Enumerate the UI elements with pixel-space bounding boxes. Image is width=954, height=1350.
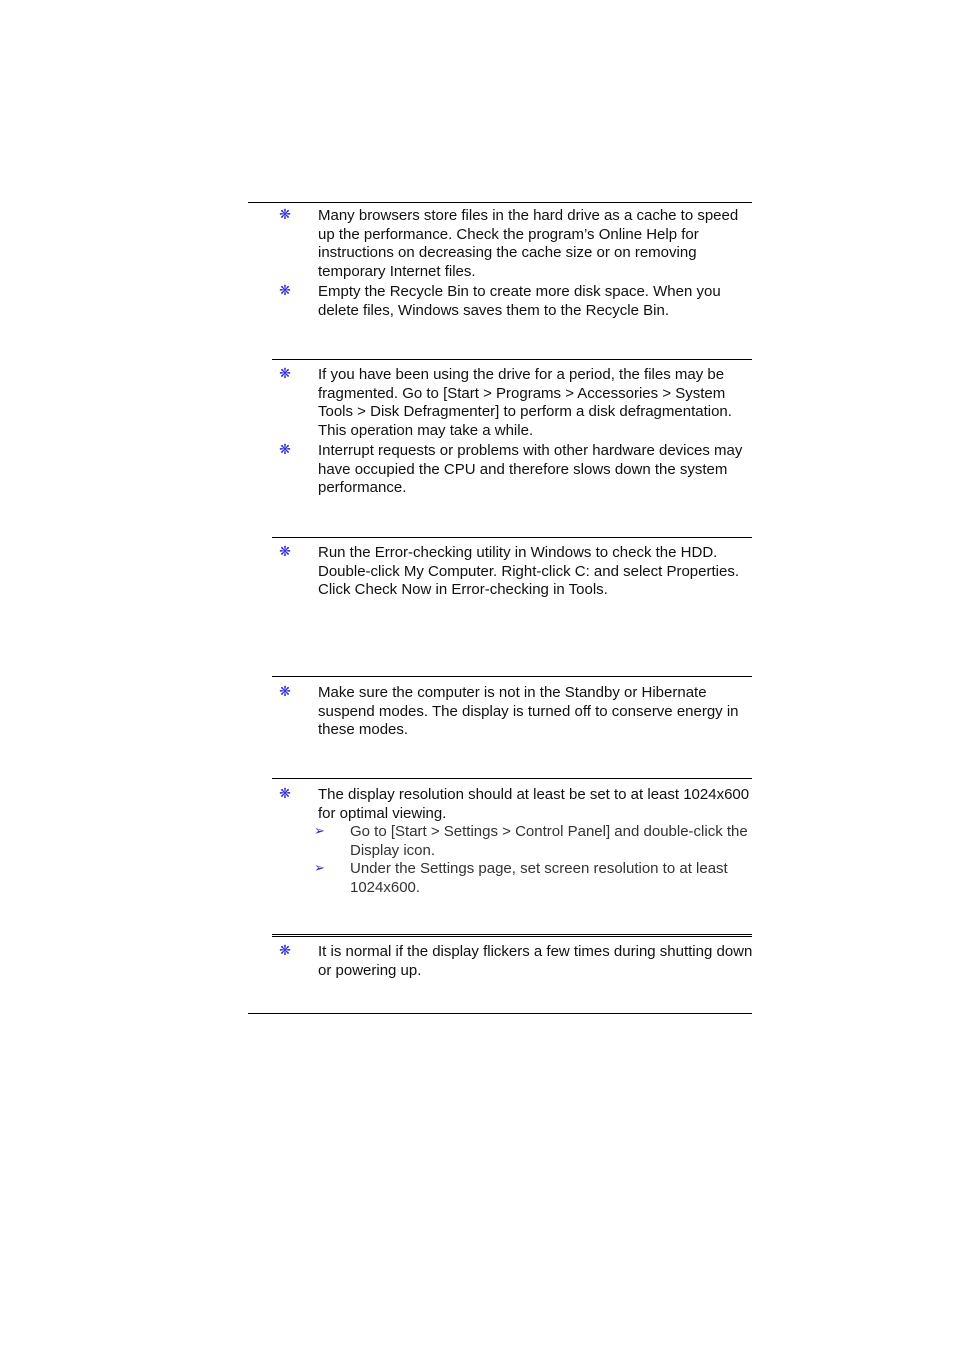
- section-divider: [272, 537, 752, 538]
- item-text: Many browsers store files in the hard drive as a cache to speed up the performance. Check the program’s Online Help for instructions on decreasing the cache size or on removing temporary Internet files.: [318, 207, 739, 280]
- item-text: It is normal if the display flickers a few times during shutting down or powering up.: [318, 943, 753, 979]
- section-divider-double: [272, 934, 752, 937]
- asterisk-flower-icon: ❋: [279, 283, 291, 299]
- item-text: Make sure the computer is not in the Standby or Hibernate suspend modes. The display is turned off to conserve energy in these modes.: [318, 684, 739, 738]
- item-text: Run the Error-checking utility in Windows to check the HDD. Double-click My Computer. Right-click C: and select Properties. Click Check Now in Error-checking in Tools.: [318, 544, 739, 598]
- list-item: [278, 684, 754, 740]
- list-item: [278, 786, 754, 823]
- sub-item-text: Go to [Start > Settings > Control Panel] and double-click the Display icon.: [350, 823, 748, 859]
- list-item: [278, 207, 754, 281]
- section-3: [278, 544, 754, 600]
- item-text: The display resolution should at least be set to at least 1024x600 for optimal viewing.: [318, 786, 750, 822]
- sub-list-item: [278, 823, 754, 860]
- bottom-rule: [248, 1013, 752, 1014]
- asterisk-flower-icon: ❋: [279, 684, 291, 700]
- section-divider: [272, 359, 752, 360]
- top-rule: [248, 202, 752, 203]
- sub-item-text: Under the Settings page, set screen resolution to at least 1024x600.: [350, 860, 728, 896]
- section-divider: [272, 778, 752, 779]
- asterisk-flower-icon: ❋: [279, 943, 291, 959]
- list-item: [278, 544, 754, 600]
- asterisk-flower-icon: ❋: [279, 544, 291, 560]
- section-1: [278, 207, 754, 320]
- list-item: [278, 943, 754, 980]
- asterisk-flower-icon: ❋: [279, 786, 291, 802]
- section-divider: [272, 676, 752, 677]
- section-2: [278, 366, 754, 498]
- item-text: If you have been using the drive for a period, the files may be fragmented. Go to [Start > Programs > Accessories > System Tools > Disk Defragmenter] to perform a disk defragmentation. This operation may take a while.: [318, 366, 732, 439]
- item-text: Interrupt requests or problems with other hardware devices may have occupied the CPU and therefore slows down the system performance.: [318, 442, 743, 496]
- asterisk-flower-icon: ❋: [279, 442, 291, 458]
- sub-list-item: [278, 860, 754, 897]
- list-item: [278, 366, 754, 440]
- arrow-bullet-icon: ➢: [314, 861, 325, 876]
- asterisk-flower-icon: ❋: [279, 207, 291, 223]
- item-text: Empty the Recycle Bin to create more disk space. When you delete files, Windows saves them to the Recycle Bin.: [318, 283, 721, 319]
- arrow-bullet-icon: ➢: [314, 824, 325, 839]
- asterisk-flower-icon: ❋: [279, 366, 291, 382]
- list-item: [278, 283, 754, 320]
- list-item: [278, 442, 754, 498]
- section-4: [278, 684, 754, 740]
- section-6: [278, 943, 754, 980]
- section-5: [278, 786, 754, 897]
